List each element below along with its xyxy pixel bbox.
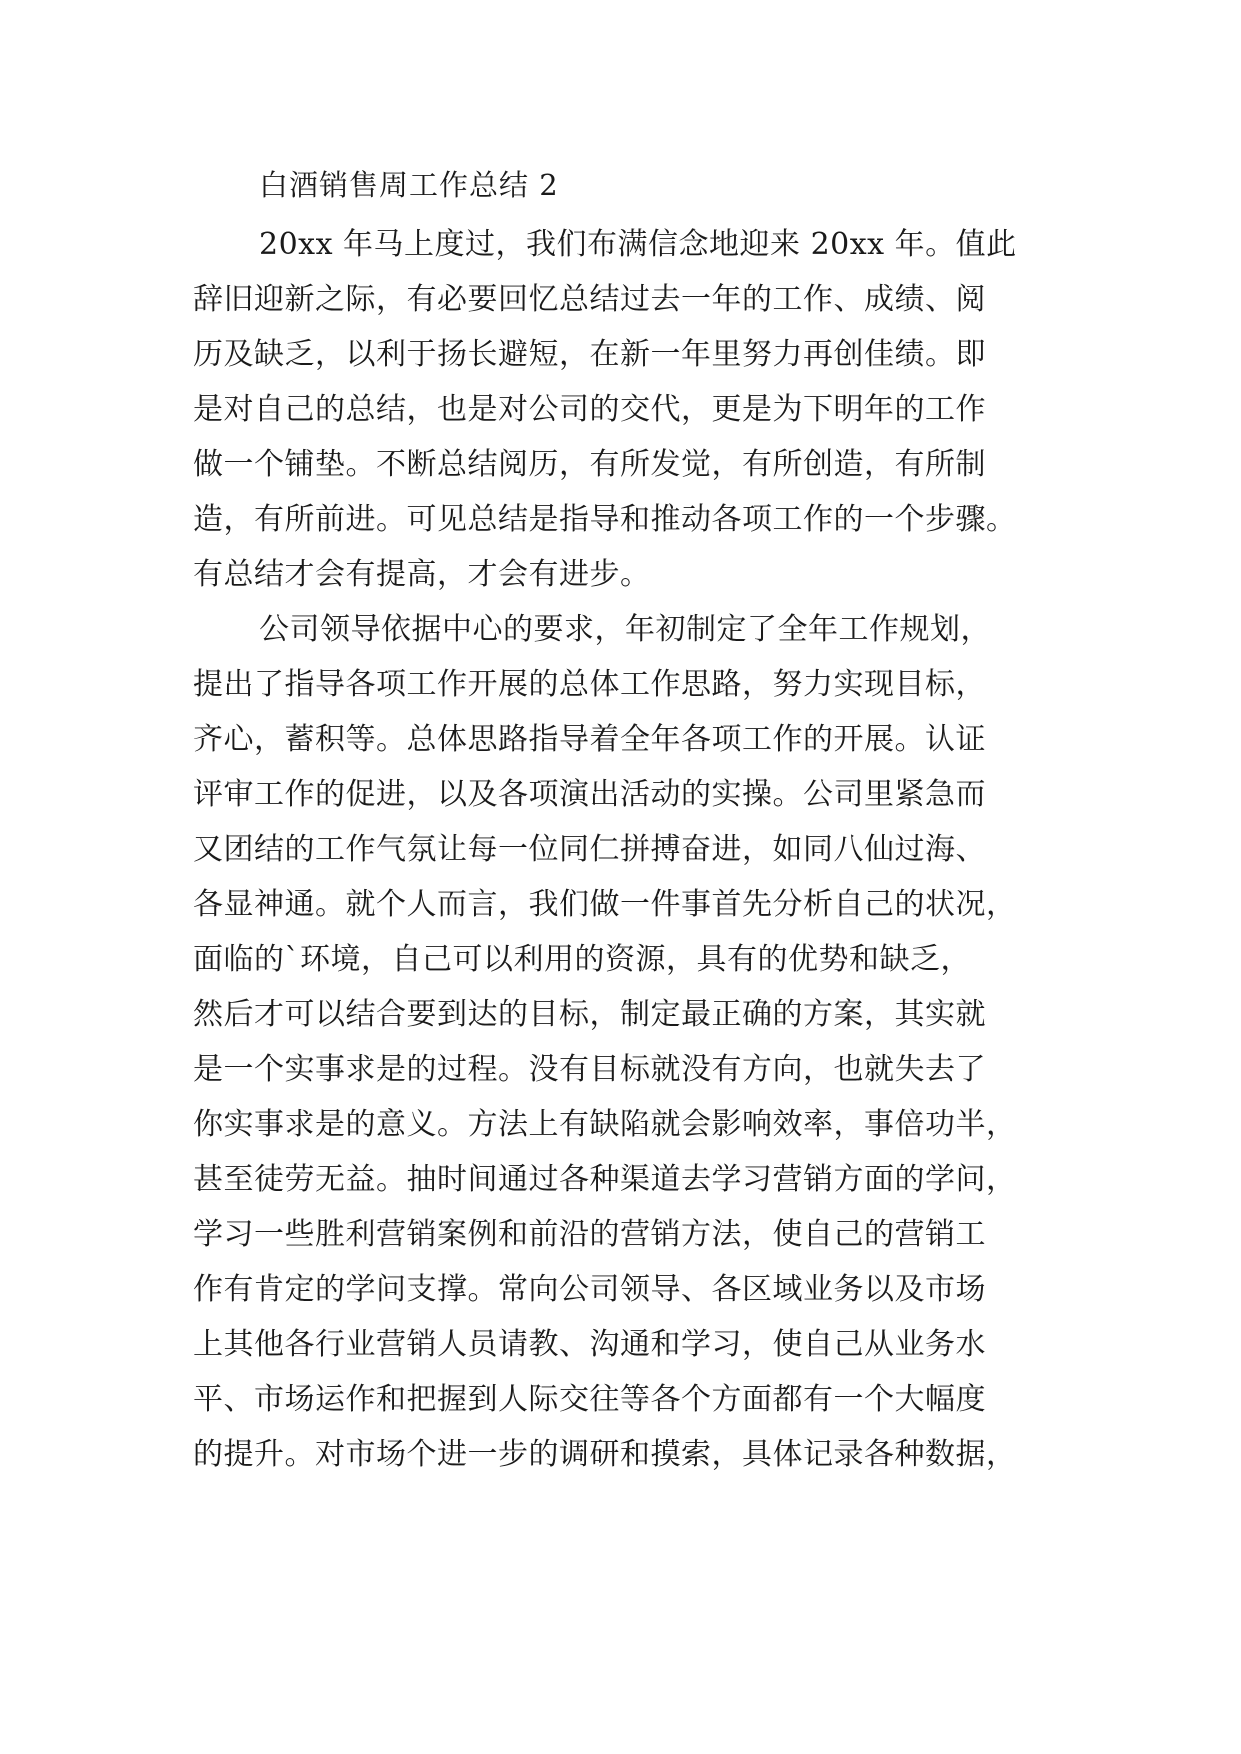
- paragraph-line: 上其他各行业营销人员请教、沟通和学习，使自己从业务水: [193, 1327, 986, 1362]
- paragraph-line: 平、市场运作和把握到人际交往等各个方面都有一个大幅度: [193, 1382, 986, 1417]
- paragraph-line: 学习一些胜利营销案例和前沿的营销方法，使自己的营销工: [193, 1217, 986, 1252]
- paragraph-line: 做一个铺垫。不断总结阅历，有所发觉，有所创造，有所制: [193, 447, 986, 482]
- paragraph-line: 提出了指导各项工作开展的总体工作思路，努力实现目标，: [193, 667, 986, 702]
- paragraph-line: 齐心，蓄积等。总体思路指导着全年各项工作的开展。认证: [193, 722, 986, 757]
- paragraph-line: 有总结才会有提高，才会有进步。: [193, 557, 651, 592]
- paragraph-line: 公司领导依据中心的要求，年初制定了全年工作规划，: [259, 612, 991, 647]
- paragraph-line: 20xx 年马上度过，我们布满信念地迎来 20xx 年。值此: [259, 227, 1017, 262]
- paragraph-line: 造，有所前进。可见总结是指导和推动各项工作的一个步骤。: [193, 502, 1017, 537]
- paragraph-line: 历及缺乏，以利于扬长避短，在新一年里努力再创佳绩。即: [193, 337, 986, 372]
- paragraph-line: 辞旧迎新之际，有必要回忆总结过去一年的工作、成绩、阅: [193, 282, 986, 317]
- paragraph-line: 评审工作的促进，以及各项演出活动的实操。公司里紧急而: [193, 777, 986, 812]
- paragraph-line: 各显神通。就个人而言，我们做一件事首先分析自己的状况，: [193, 887, 1017, 922]
- paragraph-line: 作有肯定的学问支撑。常向公司领导、各区域业务以及市场: [193, 1272, 986, 1307]
- paragraph-line: 又团结的工作气氛让每一位同仁拼搏奋进，如同八仙过海、: [193, 832, 986, 867]
- paragraph-line: 的提升。对市场个进一步的调研和摸索，具体记录各种数据，: [193, 1437, 1017, 1472]
- document-title: 白酒销售周工作总结 2: [259, 168, 559, 202]
- paragraph-line: 然后才可以结合要到达的目标，制定最正确的方案，其实就: [193, 997, 986, 1032]
- paragraph-line: 面临的`环境，自己可以利用的资源，具有的优势和缺乏，: [193, 942, 971, 977]
- paragraph-line: 你实事求是的意义。方法上有缺陷就会影响效率，事倍功半，: [193, 1107, 1017, 1142]
- paragraph-line: 甚至徒劳无益。抽时间通过各种渠道去学习营销方面的学问，: [193, 1162, 1017, 1197]
- paragraph-line: 是一个实事求是的过程。没有目标就没有方向，也就失去了: [193, 1052, 986, 1087]
- paragraph-line: 是对自己的总结，也是对公司的交代，更是为下明年的工作: [193, 392, 986, 427]
